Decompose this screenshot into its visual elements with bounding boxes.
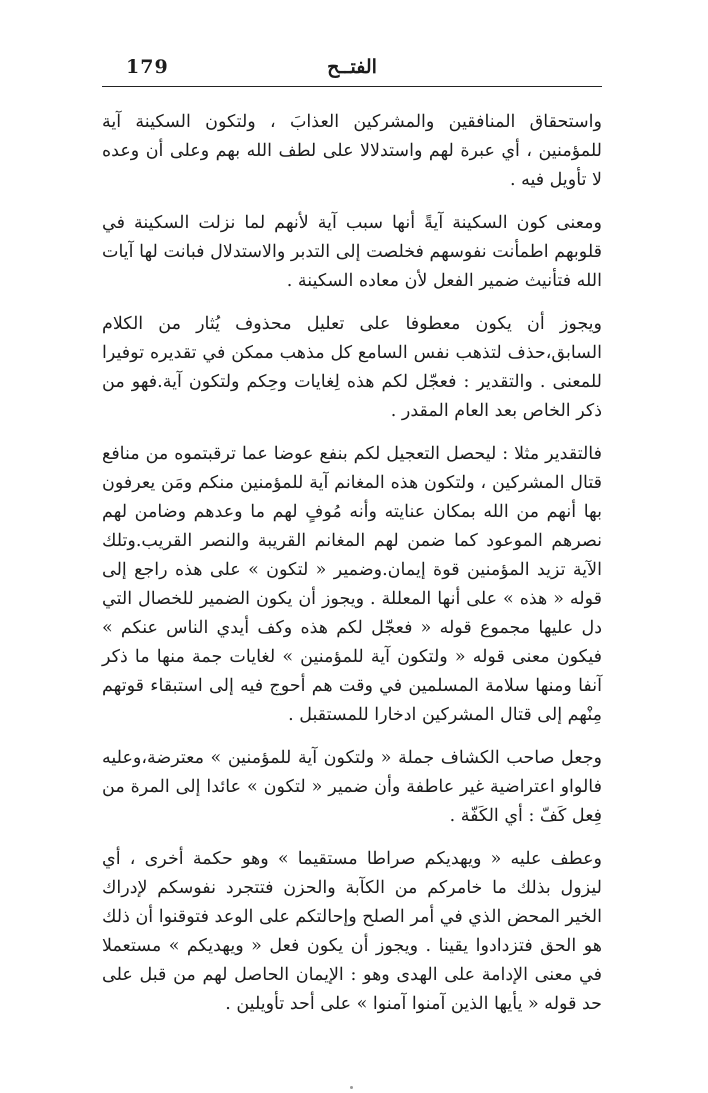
running-title: الفتــح (327, 56, 377, 78)
paragraph-6: وعطف عليه « ويهديكم صراطا مستقيما » وهو حكمة أخرى ، أي ليزول بذلك ما خامركم من الكآبة والحزن فتتجرد نفوسكم لإدراك الخير المحض الذي في أمر الصلح وإحالتكم على الوعد فتوقنوا أن ذلك هو الحق فتزدادوا يقينا . ويجوز أن يكون فعل « ويهديكم » مستعملا في معنى الإدامة على الهدى وهو : الإيمان الحاصل لهم من قبل على حد قوله « يأيها الذين آمنوا آمنوا » على أحد تأويلين . (102, 849, 602, 1014)
page-number: 179 (126, 56, 169, 78)
paragraph-5: وجعل صاحب الكشاف جملة « ولتكون آية للمؤمنين » معترضة،وعليه فالواو اعتراضية غير عاطفة وأن ضمير « لتكون » عائدا إلى المرة من فِعل كَفّ : أي الكَفّة . (102, 748, 602, 826)
body-text (102, 108, 602, 1033)
paragraph-4: فالتقدير مثلا : ليحصل التعجيل لكم بنفع عوضا عما ترقبتموه من منافع قتال المشركين ، ولتكون هذه المغانم آية للمؤمنين منكم ومَن يعرفون بها أنهم من الله بمكان عنايته وأنه مُوفٍ لهم ما وعدهم وضامن لهم نصرهم الموعود كما ضمن لهم المغانم القريبة والنصر القريب.وتلك الآية تزيد المؤمنين قوة إيمان.وضمير « لتكون » على هذه راجع إلى قوله « هذه » على أنها المعللة . ويجوز أن يكون الضمير للخصال التي دل عليها مجموع قوله « فعجّل لكم هذه وكف أيدي الناس عنكم » فيكون معنى قوله « ولتكون آية للمؤمنين » لغايات جمة منها ما ذكر آنفا ومنها سلامة المسلمين في وقت هم أحوج فيه إلى استبقاء قوتهم مِنْهم إلى قتال المشركين ادخارا للمستقبل . (102, 444, 602, 725)
page-header (102, 56, 602, 86)
paragraph-1: واستحقاق المنافقين والمشركين العذابَ ، ولتكون السكينة آية للمؤمنين ، أي عبرة لهم واستدلالا على لطف الله بهم وعلى أن وعده لا تأويل فيه . (102, 112, 602, 190)
paragraph-3: ويجوز أن يكون معطوفا على تعليل محذوف يُثار من الكلام السابق،حذف لتذهب نفس السامع كل مذهب ممكن في تقديره توفيرا للمعنى . والتقدير : فعجّل لكم هذه لِغايات وحِكم ولتكون آية.فهو من ذكر الخاص بعد العام المقدر . (102, 314, 602, 421)
page-fold-mark (350, 1086, 353, 1089)
header-rule (102, 86, 602, 87)
paragraph-2: ومعنى كون السكينة آيةً أنها سبب آية لأنهم لما نزلت السكينة في قلوبهم اطمأنت نفوسهم فخلصت إلى التدبر والاستدلال فبانت لها آيات الله فتأنيث ضمير الفعل لأن معاده السكينة . (102, 213, 602, 291)
